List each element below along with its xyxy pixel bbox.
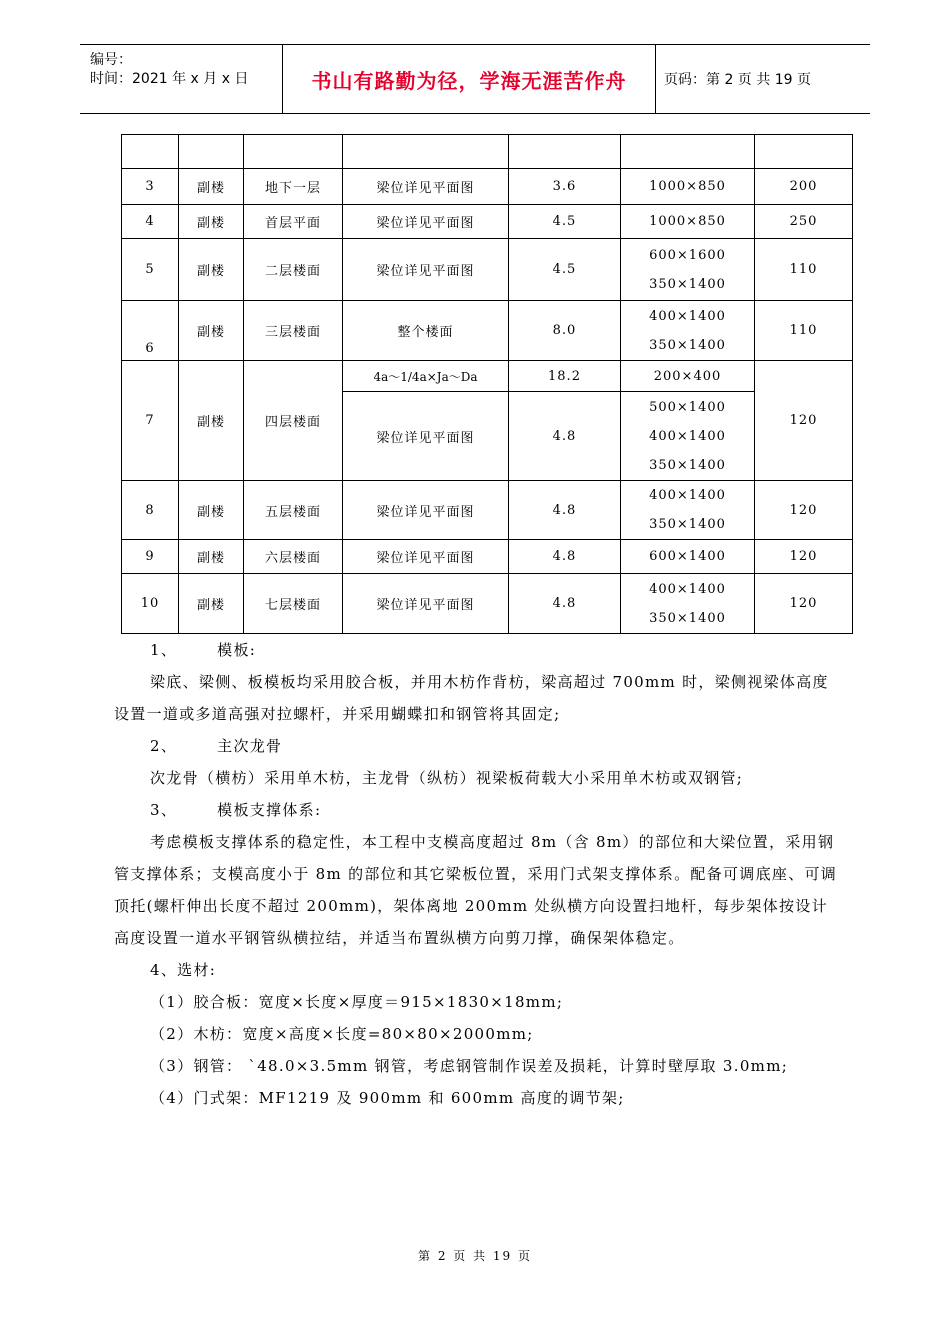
slab-thickness: 110: [755, 239, 853, 301]
section-size: 350×1400: [649, 276, 726, 292]
section-sizes: [621, 239, 755, 301]
building: 副楼: [179, 481, 244, 540]
section-size: 600×1600: [649, 247, 726, 263]
row-number: 3: [122, 169, 179, 205]
floor: 四层楼面: [244, 361, 343, 481]
location: 梁位详见平面图: [343, 205, 509, 239]
slab-thickness: 120: [755, 481, 853, 540]
row-number: 7: [122, 361, 179, 481]
building: 副楼: [179, 540, 244, 574]
page-header: [80, 44, 870, 114]
section-heading-support: 3、 模板支撑体系:: [150, 801, 322, 819]
section-heading-formwork: 1、 模板:: [150, 641, 257, 659]
height: 8.0: [509, 301, 621, 361]
location: 梁位详见平面图: [343, 540, 509, 574]
table-row: [122, 205, 853, 239]
section-size: 350×1400: [649, 337, 726, 353]
location: 梁位详见平面图: [343, 239, 509, 301]
section-size: 400×1400: [649, 581, 726, 597]
material-item: （4）门式架：MF1219 及 900mm 和 600mm 高度的调节架;: [150, 1089, 625, 1107]
section-size: 1000×850: [621, 205, 755, 239]
paragraph-support: 考虑模板支撑体系的稳定性，本工程中支模高度超过 8m（含 8m）的部位和大梁位置，采用钢管支撑体系；支模高度小于 8m 的部位和其它梁板位置，采用门式架支撑体系。配备可调底座、可调顶托(螺杆伸出长度不超过 200mm)，架体离地 200mm 处纵横方向设置扫地杆，每步架体按设计高度设置一道水平钢管纵横拉结，并适当布置纵横方向剪刀撑，确保架体稳定。: [114, 833, 838, 947]
floor: 五层楼面: [244, 481, 343, 540]
section-size: 500×1400: [649, 399, 726, 415]
section-size: 400×1400: [649, 308, 726, 324]
height: 4.8: [509, 540, 621, 574]
section-sizes: [621, 301, 755, 361]
section-size: 350×1400: [649, 457, 726, 473]
height: 18.2: [509, 361, 621, 392]
floor: 六层楼面: [244, 540, 343, 574]
height: 4.5: [509, 205, 621, 239]
table-row: [122, 540, 853, 574]
table-row: [122, 481, 853, 540]
table-row: [122, 361, 853, 392]
section-size: 400×1400: [649, 428, 726, 444]
floor: 地下一层: [244, 169, 343, 205]
section-size: 400×1400: [649, 488, 726, 503]
slab-thickness: 120: [755, 361, 853, 481]
floor: 三层楼面: [244, 301, 343, 361]
building: 副楼: [179, 301, 244, 361]
beam-table: [121, 134, 852, 634]
location: 整个楼面: [343, 301, 509, 361]
section-size: 350×1400: [649, 610, 726, 626]
height: 3.6: [509, 169, 621, 205]
slab-thickness: 120: [755, 574, 853, 634]
table-row: [122, 574, 853, 634]
height: 4.5: [509, 239, 621, 301]
location: 梁位详见平面图: [343, 574, 509, 634]
height: 4.8: [509, 574, 621, 634]
slab-thickness: 120: [755, 540, 853, 574]
building: 副楼: [179, 239, 244, 301]
floor: 七层楼面: [244, 574, 343, 634]
section-size: 200×400: [621, 361, 755, 392]
floor: 首层平面: [244, 205, 343, 239]
table-row-blank: [122, 135, 853, 169]
section-size: 350×1400: [649, 517, 726, 532]
location: 4a～1/4a×Ja～Da: [343, 361, 509, 392]
table-row: [122, 301, 853, 361]
row-number: 8: [122, 481, 179, 540]
location: 梁位详见平面图: [343, 392, 509, 481]
material-item: （1）胶合板：宽度×长度×厚度＝915×1830×18mm;: [150, 993, 564, 1011]
table-row: [122, 169, 853, 205]
material-item: （2）木枋：宽度×高度×长度=80×80×2000mm;: [150, 1025, 534, 1043]
building: 副楼: [179, 205, 244, 239]
paragraph-keels: 次龙骨（横枋）采用单木枋，主龙骨（纵枋）视梁板荷载大小采用单木枋或双钢管;: [150, 769, 744, 787]
section-size: 600×1400: [621, 540, 755, 574]
floor: 二层楼面: [244, 239, 343, 301]
height: 4.8: [509, 481, 621, 540]
row-number: 6: [122, 301, 179, 361]
building: 副楼: [179, 574, 244, 634]
material-item: （3）钢管： ˋ48.0×3.5mm 钢管，考虑钢管制作误差及损耗，计算时壁厚取 3.0mm;: [150, 1057, 789, 1075]
number-label: 编号：: [90, 52, 132, 68]
section-sizes: [621, 392, 755, 481]
section-sizes: [621, 574, 755, 634]
row-number: 9: [122, 540, 179, 574]
doc-meta: [90, 51, 280, 89]
location: 梁位详见平面图: [343, 169, 509, 205]
table-row: [122, 239, 853, 301]
time-label: 时间：2021 年 x 月 x 日: [90, 71, 249, 87]
section-heading-materials: 4、选材:: [150, 961, 217, 979]
slab-thickness: 200: [755, 169, 853, 205]
section-size: 1000×850: [621, 169, 755, 205]
section-heading-keels: 2、 主次龙骨: [150, 737, 283, 755]
page-footer: 第 2 页 共 19 页: [418, 1249, 532, 1263]
body-text: [114, 634, 838, 1114]
paragraph-formwork: 梁底、梁侧、板模板均采用胶合板，并用木枋作背枋，梁高超过 700mm 时，梁侧视梁体高度设置一道或多道高强对拉螺杆，并采用蝴蝶扣和钢管将其固定;: [114, 673, 829, 723]
section-sizes: [621, 481, 755, 540]
building: 副楼: [179, 361, 244, 481]
location: 梁位详见平面图: [343, 481, 509, 540]
slab-thickness: 250: [755, 205, 853, 239]
row-number: 10: [122, 574, 179, 634]
header-page-info: 页码：第 2 页 共 19 页: [664, 72, 811, 88]
building: 副楼: [179, 169, 244, 205]
slab-thickness: 110: [755, 301, 853, 361]
header-motto: 书山有路勤为径，学海无涯苦作舟: [282, 45, 656, 113]
row-number: 5: [122, 239, 179, 301]
row-number: 4: [122, 205, 179, 239]
height: 4.8: [509, 392, 621, 481]
